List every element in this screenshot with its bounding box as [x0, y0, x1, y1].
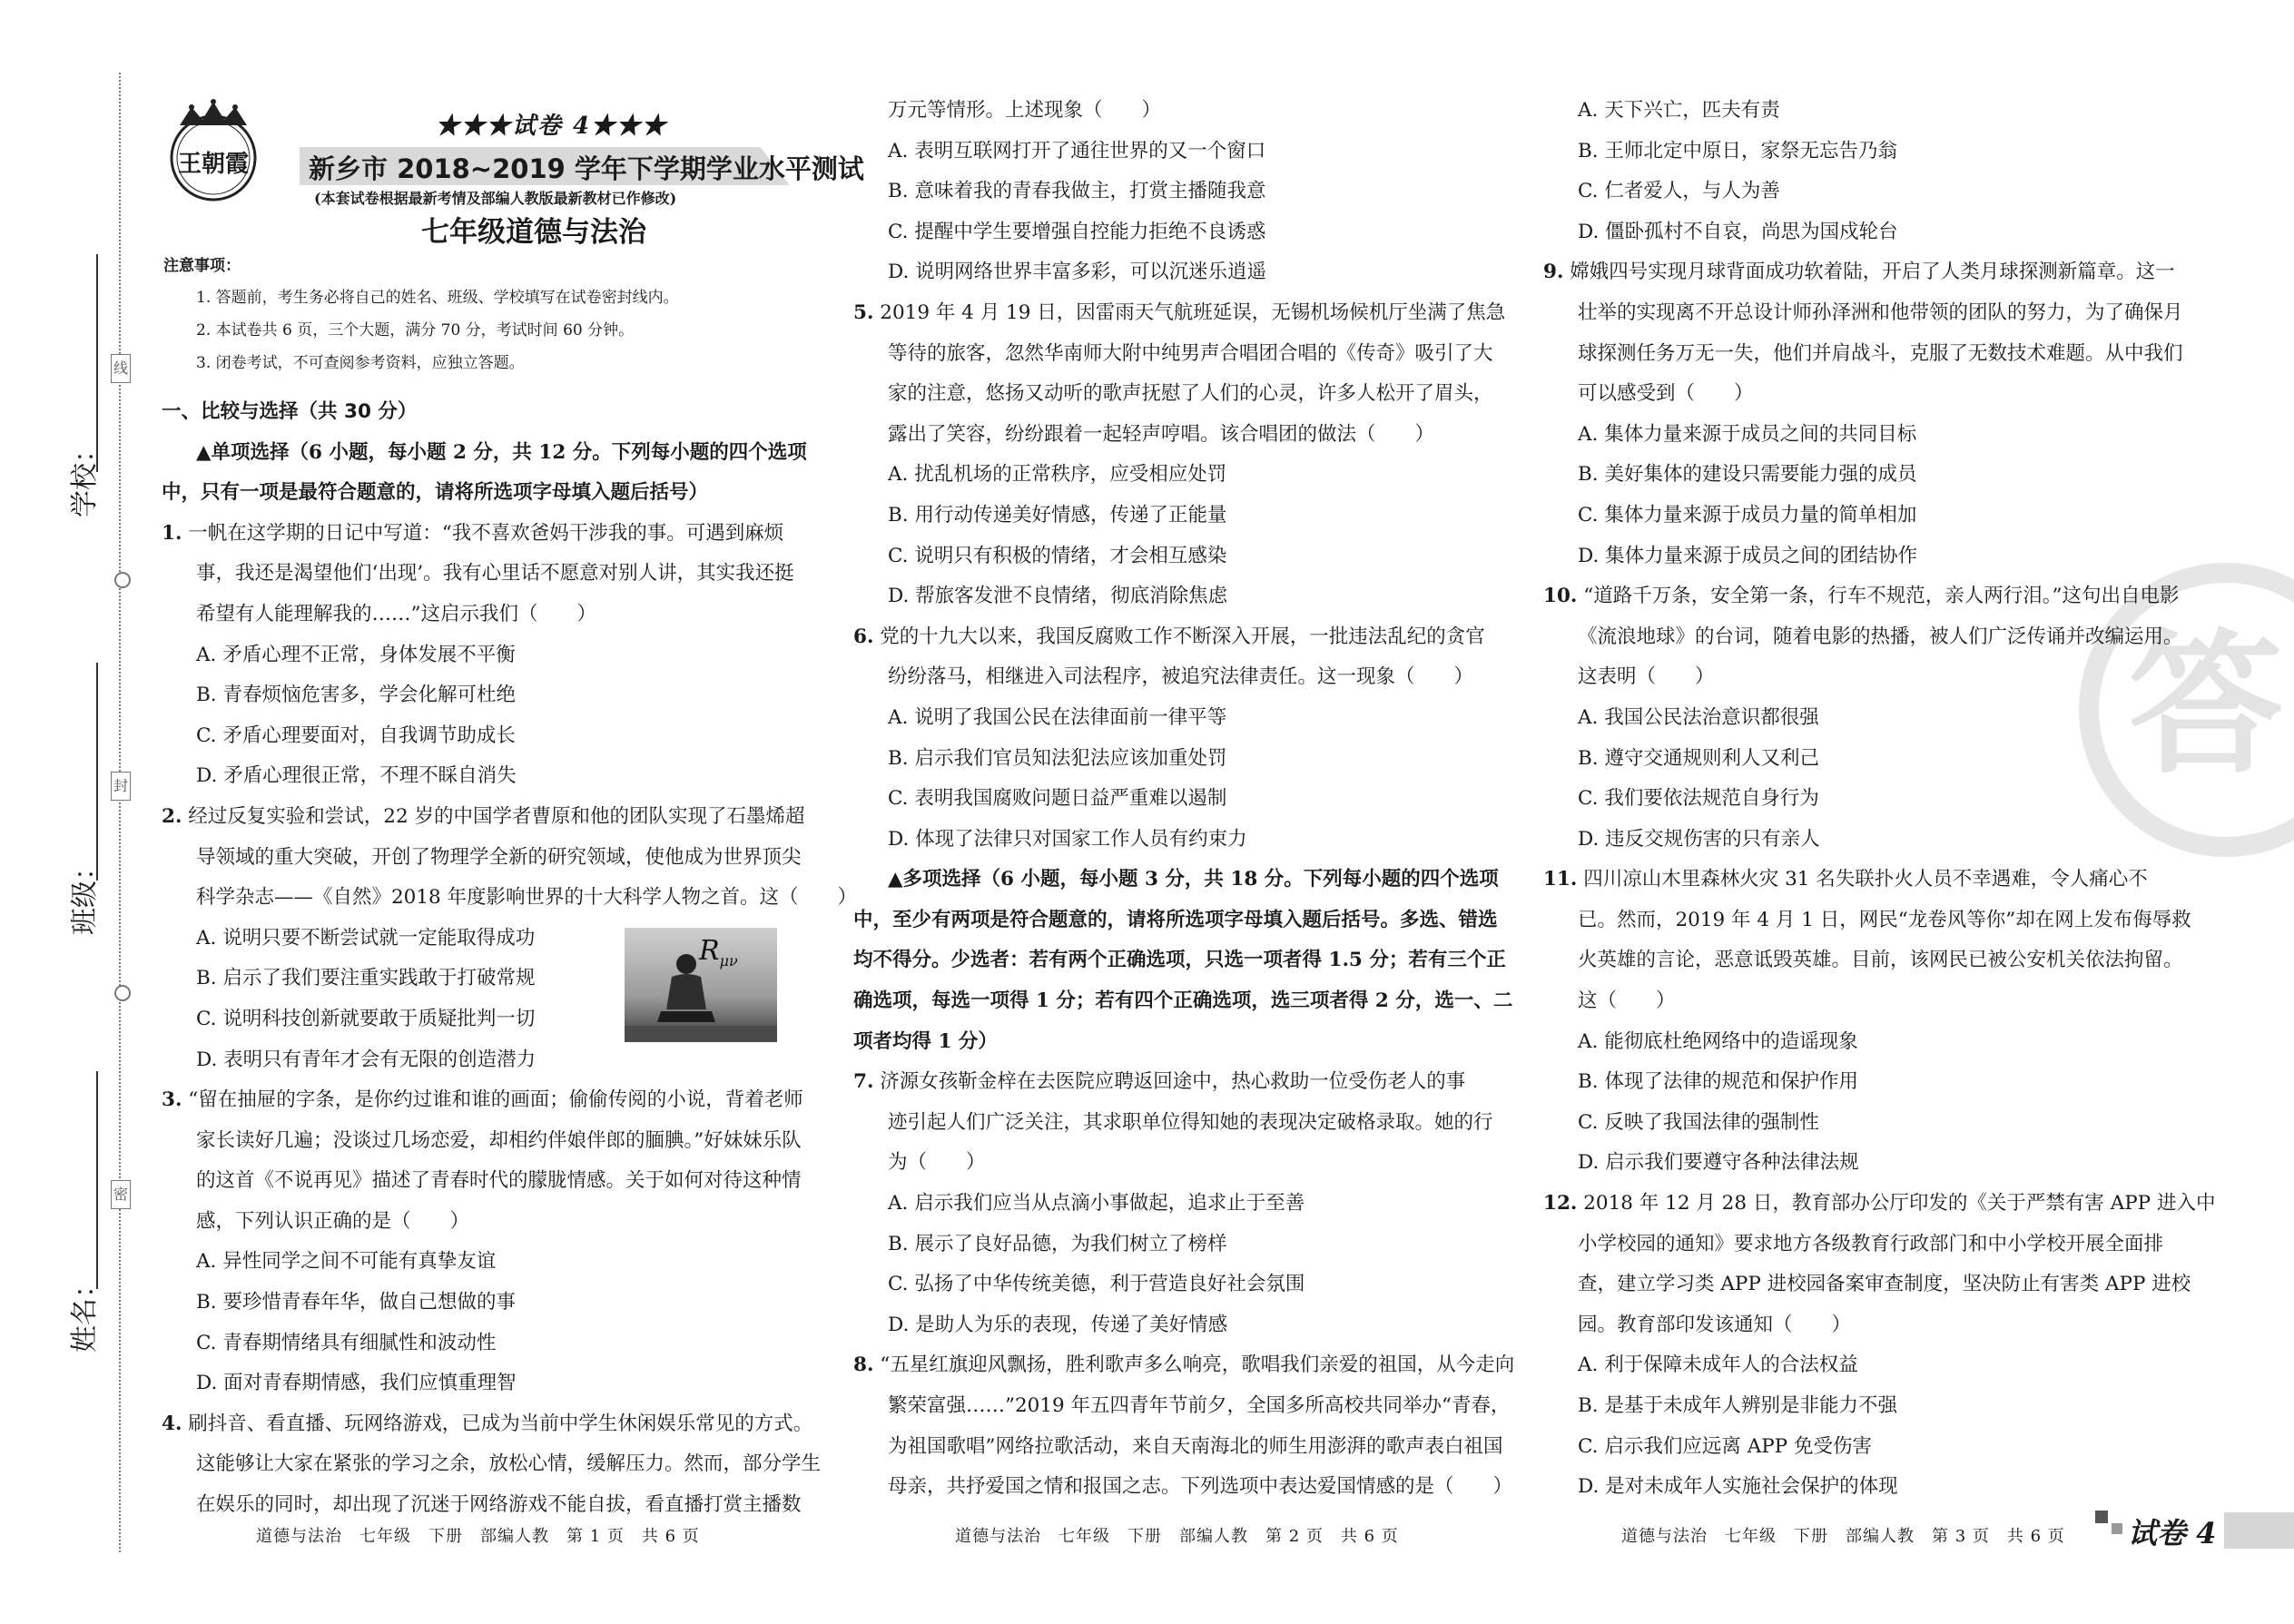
multi-choice-intro: 中，至少有两项是符合题意的，请将所选项字母填入题后括号。多选、错选: [853, 908, 1498, 931]
question-line: 纷纷落马，相继进入司法程序，被追究法律责任。这一现象（ ）: [888, 665, 1474, 689]
question-line: 的这首《不说再见》描述了青春时代的朦胧情感。关于如何对待这种情: [196, 1169, 802, 1193]
option: C. 提醒中学生要增强自控能力拒绝不良诱惑: [888, 220, 1266, 243]
question-line: 查，建立学习类 APP 进校园备案审查制度，坚决防止有害类 APP 进校: [1578, 1273, 2191, 1296]
option: C. 弘扬了中华传统美德，利于营造良好社会氛围: [888, 1273, 1305, 1296]
notes-list: [196, 281, 679, 379]
option: A. 扰乱机场的正常秩序，应受相应处罚: [888, 463, 1227, 487]
question-line: 这能够让大家在紧张的学习之余，放松心情，缓解压力。然而，部分学生: [196, 1452, 822, 1476]
brand-logo: [160, 98, 267, 205]
photo-formula: R: [699, 935, 720, 967]
option: C. 仁者爱人，与人为善: [1578, 180, 1780, 203]
question-3: 3. “留在抽屉的字条，是你约过谁和谁的画面；偷偷传阅的小说，背着老师: [162, 1088, 803, 1112]
question-line: 可以感受到（ ）: [1578, 382, 1754, 406]
option: B. 遵守交通规则利人又利己: [1578, 746, 1819, 770]
seal-tag-mi: 密: [111, 1180, 131, 1209]
option: A. 集体力量来源于成员之间的共同目标: [1578, 422, 1917, 446]
notes-heading: 注意事项：: [163, 257, 241, 275]
option: D. 僵卧孤村不自哀，尚思为国戍轮台: [1578, 220, 1898, 243]
page-footer-2: 道德与法治 七年级 下册 部编人教 第 2 页 共 6 页: [955, 1527, 1399, 1546]
option: D. 启示我们要遵守各种法律法规: [1578, 1151, 1859, 1175]
multi-choice-intro: ▲多项选择（6 小题，每小题 3 分，共 18 分。下列每小题的四个选项: [888, 868, 1499, 891]
question-4: 4. 刷抖音、看直播、玩网络游戏，已成为当前中学生休闲娱乐常见的方式。: [162, 1412, 813, 1435]
option: C. 说明只有积极的情绪，才会相互感染: [888, 544, 1227, 567]
question-line: 希望有人能理解我的……”这启示我们（ ）: [196, 602, 596, 625]
option: D. 矛盾心理很正常，不理不睬自消失: [196, 764, 517, 788]
option: B. 青春烦恼危害多，学会化解可杜绝: [196, 684, 516, 707]
page-footer-3: 道德与法治 七年级 下册 部编人教 第 3 页 共 6 页: [1621, 1527, 2065, 1546]
option: C. 说明科技创新就要敢于质疑批判一切: [196, 1007, 536, 1030]
option: C. 我们要依法规范自身行为: [1578, 787, 1819, 811]
name-label: 姓名：: [69, 1271, 101, 1353]
option: B. 展示了良好品德，为我们树立了榜样: [888, 1232, 1227, 1255]
question-line: 在娱乐的同时，却出现了沉迷于网络游戏不能自拔，看直播打赏主播数: [196, 1493, 802, 1517]
corner-square: [2095, 1511, 2108, 1523]
scientist-photo: [625, 928, 777, 1042]
question-line: 迹引起人们广泛关注，其求职单位得知她的表现决定破格录取。她的行: [888, 1110, 1493, 1134]
option: D. 违反交规伤害的只有亲人: [1578, 827, 1820, 851]
question-8: 8. “五星红旗迎风飘扬，胜利歌声多么响亮，歌唱我们亲爱的祖国，从今走向: [853, 1353, 1515, 1377]
school-label: 学校：: [69, 436, 101, 517]
question-line: 家长读好几遍；没谈过几场恋爱，却相约伴娘伴郎的腼腆。”好妹妹乐队: [196, 1128, 802, 1152]
option: C. 青春期情绪具有细腻性和波动性: [196, 1331, 497, 1354]
exam-title: 新乡市 2018~2019 学年下学期学业水平测试: [309, 153, 864, 184]
question-9: 9. 嫦娥四号实现月球背面成功软着陆，开启了人类月球探测新篇章。这一: [1543, 261, 2175, 284]
page-footer-1: 道德与法治 七年级 下册 部编人教 第 1 页 共 6 页: [256, 1527, 700, 1546]
question-line: 导领域的重大突破，开创了物理学全新的研究领域，使他成为世界顶尖: [196, 845, 802, 869]
question-line: 为祖国歌唱”网络拉歌活动，来自天南海北的师生用澎湃的歌声表白祖国: [888, 1434, 1503, 1458]
option: B. 体现了法律的规范和保护作用: [1578, 1070, 1858, 1094]
option: A. 说明了我国公民在法律面前一律平等: [888, 705, 1227, 729]
subject-title: 七年级道德与法治: [421, 216, 646, 249]
question-line: 园。教育部印发该通知（ ）: [1578, 1313, 1852, 1336]
question-line: 感，下列认识正确的是（ ）: [196, 1209, 470, 1233]
binding-hole: [114, 572, 131, 588]
option: A. 能彻底杜绝网络中的造谣现象: [1578, 1029, 1858, 1053]
column-3: [1543, 91, 2215, 1508]
option: C. 矛盾心理要面对，自我调节助成长: [196, 723, 516, 747]
binding-dotted-line: [119, 73, 121, 1552]
question-line: 这（ ）: [1578, 989, 1676, 1013]
option: D. 集体力量来源于成员之间的团结协作: [1578, 544, 1918, 567]
question-line: 露出了笑容，纷纷跟着一起轻声哼唱。该合唱团的做法（ ）: [888, 422, 1435, 446]
option: A. 表明互联网打开了通往世界的又一个窗口: [888, 139, 1266, 162]
question-line: 壮举的实现离不开总设计师孙泽洲和他带领的团队的努力，为了确保月: [1578, 300, 2183, 324]
option: D. 面对青春期情感，我们应慎重理智: [196, 1372, 517, 1395]
multi-choice-intro: 均不得分。少选者：若有两个正确选项，只选一项者得 1.5 分；若有三个正: [853, 949, 1506, 972]
question-11: 11. 四川凉山木里森林火灾 31 名失联扑火人员不幸遇难，令人痛心不: [1543, 868, 2148, 891]
question-line: 已。然而，2019 年 4 月 1 日，网民“龙卷风等你”却在网上发布侮辱救: [1578, 908, 2191, 931]
question-line: 科学杂志——《自然》2018 年度影响世界的十大科学人物之首。这（ ）: [196, 886, 858, 910]
option: C. 启示我们应远离 APP 免受伤害: [1578, 1434, 1872, 1458]
question-line: 家的注意，悠扬又动听的歌声抚慰了人们的心灵，许多人松开了眉头，: [888, 382, 1493, 406]
option: B. 启示我们官员知法犯法应该加重处罚: [888, 746, 1227, 770]
option: B. 美好集体的建设只需要能力强的成员: [1578, 463, 1917, 487]
corner-bar: [2224, 1512, 2294, 1549]
logo-text: 王朝霞: [177, 151, 249, 178]
photo-formula-sub: μν: [719, 952, 738, 969]
question-line: 小学校园的通知》要求地方各级教育行政部门和中小学校开展全面排: [1578, 1232, 2164, 1255]
section-heading: 一、比较与选择（共 30 分）: [162, 400, 418, 423]
question-line: 事，我还是渴望他们‘出现’。我有心里话不愿意对别人讲，其实我还挺: [196, 562, 794, 586]
option: A. 我国公民法治意识都很强: [1578, 705, 1819, 729]
question-7: 7. 济源女孩靳金梓在去医院应聘返回途中，热心救助一位受伤老人的事: [853, 1070, 1466, 1094]
paper-tag: ★★★试卷 4★★★: [436, 113, 668, 140]
multi-choice-intro: 确选项，每选一项得 1 分；若有四个正确选项，选三项者得 2 分，选一、二: [853, 989, 1513, 1013]
option: A. 异性同学之间不可能有真挚友谊: [196, 1250, 497, 1274]
option: D. 是对未成年人实施社会保护的体现: [1578, 1475, 1898, 1499]
corner-paper-tag: 试卷 4: [2128, 1516, 2217, 1550]
question-5: 5. 2019 年 4 月 19 日，因雷雨天气航班延误，无锡机场候机厅坐满了焦急: [853, 300, 1506, 324]
option: C. 集体力量来源于成员力量的简单相加: [1578, 503, 1917, 527]
option: A. 天下兴亡，匹夫有责: [1578, 99, 1780, 122]
option: A. 矛盾心理不正常，身体发展不平衡: [196, 643, 516, 666]
question-line: 等待的旅客，忽然华南师大附中纯男声合唱团合唱的《传奇》吸引了大: [888, 341, 1493, 365]
option: D. 是助人为乐的表现，传递了美好情感: [888, 1313, 1228, 1336]
question-line: 万元等情形。上述现象（ ）: [888, 99, 1162, 122]
note-item: 3. 闭卷考试，不可查阅参考资料，应独立答题。: [196, 354, 525, 372]
question-line: 这表明（ ）: [1578, 665, 1715, 689]
binding-hole: [114, 985, 131, 1001]
question-1: 1. 一帆在这学期的日记中写道：“我不喜欢爸妈干涉我的事。可遇到麻烦: [162, 521, 784, 545]
watermark-text: 答: [2128, 615, 2283, 795]
seal-tag-xian: 线: [111, 354, 131, 383]
option: A. 利于保障未成年人的合法权益: [1578, 1353, 1858, 1377]
question-line: 为（ ）: [888, 1151, 986, 1175]
option: D. 体现了法律只对国家工作人员有约束力: [888, 827, 1247, 851]
person-figure: [625, 928, 777, 1042]
single-choice-intro: 中，只有一项是最符合题意的，请将所选项字母填入题后括号）: [162, 481, 709, 505]
corner-square: [2112, 1523, 2122, 1534]
question-line: 母亲，共抒爱国之情和报国之志。下列选项中表达爱国情感的是（ ）: [888, 1475, 1513, 1499]
option: B. 用行动传递美好情感，传递了正能量: [888, 503, 1227, 527]
option: C. 表明我国腐败问题日益严重难以遏制: [888, 787, 1227, 811]
option: B. 启示了我们要注重实践敢于打破常规: [196, 967, 536, 990]
option: B. 是基于未成年人辨别是非能力不强: [1578, 1394, 1897, 1417]
option: A. 启示我们应当从点滴小事做起，追求止于至善: [888, 1192, 1305, 1216]
class-field-line: [96, 663, 98, 881]
option: B. 王师北定中原日，家祭无忘告乃翁: [1578, 139, 1897, 162]
seal-tag-feng: 封: [111, 772, 131, 801]
option: D. 帮旅客发泄不良情绪，彻底消除焦虑: [888, 585, 1228, 608]
option: D. 说明网络世界丰富多彩，可以沉迷乐逍遥: [888, 261, 1267, 284]
option: A. 说明只要不断尝试就一定能取得成功: [196, 926, 536, 950]
question-line: 火英雄的言论，恶意诋毁英雄。目前，该网民已被公安机关依法拘留。: [1578, 949, 2183, 972]
question-6: 6. 党的十九大以来，我国反腐败工作不断深入开展，一批违法乱纪的贪官: [853, 625, 1485, 648]
option: C. 反映了我国法律的强制性: [1578, 1110, 1819, 1134]
option: B. 要珍惜青春年华，做自己想做的事: [196, 1291, 516, 1314]
question-10: 10. “道路千万条，安全第一条，行车不规范，亲人两行泪。”这句出自电影: [1543, 585, 2180, 608]
class-label: 班级：: [69, 853, 101, 935]
option: B. 意味着我的青春我做主，打赏主播随我意: [888, 180, 1266, 203]
note-item: 2. 本试卷共 6 页，三个大题，满分 70 分，考试时间 60 分钟。: [196, 321, 635, 340]
note-item: 1. 答题前，考生务必将自己的姓名、班级、学校填写在试卷密封线内。: [196, 289, 679, 307]
question-line: 球探测任务万无一失，他们并肩战斗，克服了无数技术难题。从中我们: [1578, 341, 2183, 365]
question-12: 12. 2018 年 12 月 28 日，教育部办公厅印发的《关于严禁有害 APP 进入中: [1543, 1192, 2216, 1216]
multi-choice-intro: 项者均得 1 分）: [853, 1029, 998, 1053]
single-choice-intro: ▲单项选择（6 小题，每小题 2 分，共 12 分。下列每小题的四个选项: [196, 440, 807, 464]
column-2: [853, 91, 1525, 1508]
question-2: 2. 经过反复实验和尝试，22 岁的中国学者曹原和他的团队实现了石墨烯超: [162, 804, 805, 828]
exam-subtitle: (本套试卷根据最新考情及部编人教版最新教材已作修改): [314, 190, 677, 207]
option: D. 表明只有青年才会有无限的创造潜力: [196, 1048, 537, 1071]
question-line: 《流浪地球》的台词，随着电影的热播，被人们广泛传诵并改编运用。: [1578, 625, 2183, 648]
question-line: 繁荣富强……”2019 年五四青年节前夕，全国多所高校共同举办“青春，: [888, 1394, 1511, 1417]
name-field-line: [96, 1071, 98, 1289]
